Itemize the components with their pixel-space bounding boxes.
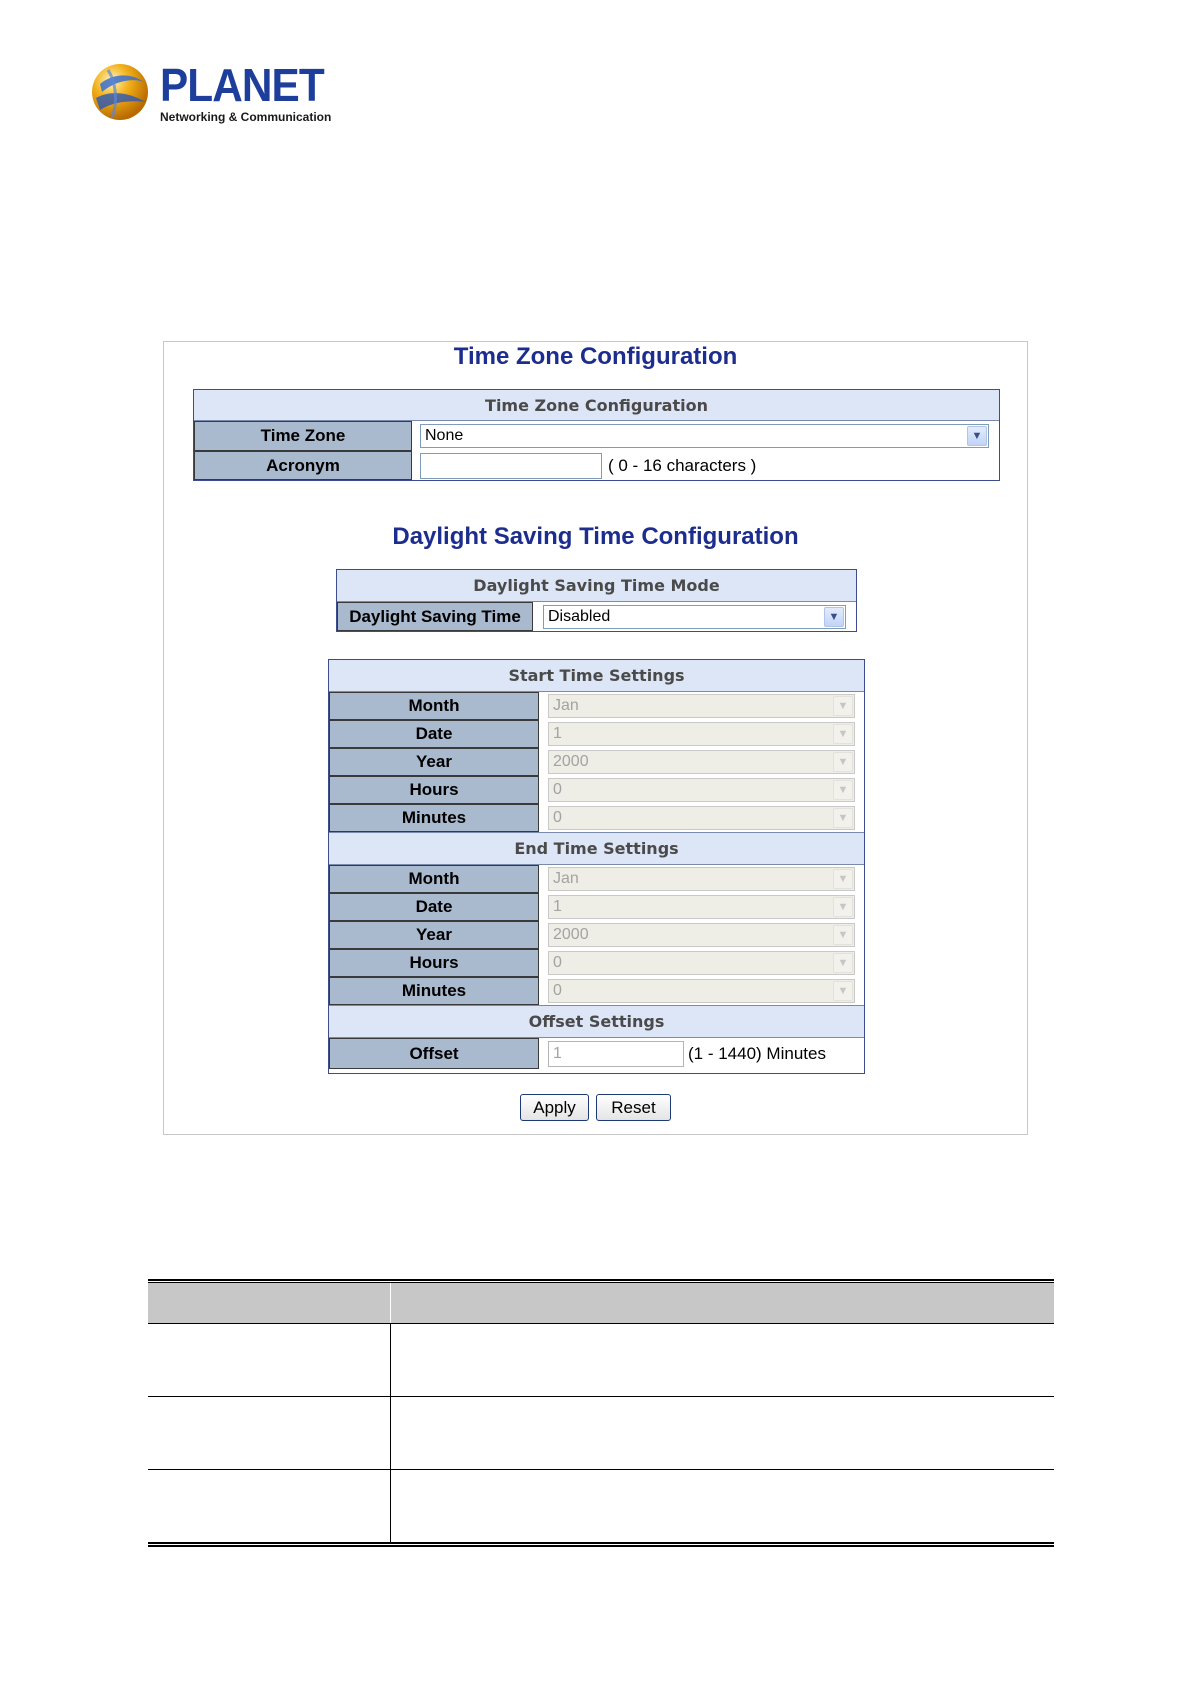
- acronym-row: [194, 451, 999, 480]
- dst-label: Daylight Saving Time: [337, 602, 533, 631]
- acronym-input[interactable]: [420, 453, 602, 479]
- table-cell: [148, 1470, 391, 1542]
- end-month-selected: Jan: [553, 870, 579, 887]
- chevron-down-icon[interactable]: ▼: [833, 981, 853, 1001]
- start-hours-select[interactable]: [548, 778, 855, 802]
- end-year-selected: 2000: [553, 926, 589, 943]
- start-year-value-cell: [539, 748, 864, 776]
- start-hours-value-cell: [539, 776, 864, 804]
- end-settings-header: End Time Settings: [329, 832, 864, 865]
- apply-button[interactable]: Apply: [520, 1094, 589, 1121]
- end-settings-rows: [329, 865, 864, 1005]
- config-panel: [163, 341, 1028, 1135]
- planet-logo: [90, 58, 340, 130]
- end-hours-label: Hours: [329, 949, 539, 977]
- end-year-value-cell: [539, 921, 864, 949]
- dst-selected: Disabled: [548, 607, 611, 625]
- start-row-hours: [329, 776, 864, 804]
- chevron-down-icon[interactable]: ▼: [967, 426, 987, 446]
- end-row-hours: [329, 949, 864, 977]
- start-year-label: Year: [329, 748, 539, 776]
- acronym-value-cell: [412, 451, 999, 480]
- chevron-down-icon[interactable]: ▼: [833, 752, 853, 772]
- table-cell: [391, 1470, 1054, 1542]
- start-minutes-select[interactable]: [548, 806, 855, 830]
- logo-tagline: Networking & Communication: [160, 110, 332, 124]
- timezone-value-cell: [412, 421, 999, 451]
- logo-wordmark: PLANET: [160, 59, 324, 111]
- start-row-date: [329, 720, 864, 748]
- dst-mode-table: [336, 569, 857, 632]
- chevron-down-icon[interactable]: ▼: [833, 808, 853, 828]
- start-date-selected: 1: [553, 725, 562, 742]
- header-cell-description: [391, 1283, 1054, 1323]
- start-hours-selected: 0: [553, 781, 562, 798]
- end-row-year: [329, 921, 864, 949]
- end-year-select[interactable]: [548, 923, 855, 947]
- start-row-month: [329, 692, 864, 720]
- timezone-label: Time Zone: [194, 421, 412, 451]
- table-cell: [148, 1324, 391, 1396]
- end-month-label: Month: [329, 865, 539, 893]
- dst-mode-header: Daylight Saving Time Mode: [337, 570, 856, 602]
- chevron-down-icon[interactable]: ▼: [833, 953, 853, 973]
- acronym-hint: ( 0 - 16 characters ): [608, 455, 757, 475]
- start-month-value-cell: [539, 692, 864, 720]
- chevron-down-icon[interactable]: ▼: [824, 607, 844, 627]
- table-row: [148, 1323, 1054, 1397]
- end-date-label: Date: [329, 893, 539, 921]
- start-year-select[interactable]: [548, 750, 855, 774]
- start-date-value-cell: [539, 720, 864, 748]
- dst-select[interactable]: [543, 605, 846, 629]
- dst-settings-table: [328, 659, 865, 1074]
- end-minutes-label: Minutes: [329, 977, 539, 1005]
- offset-label: Offset: [329, 1038, 539, 1069]
- timezone-row: [194, 421, 999, 451]
- table-cell: [391, 1397, 1054, 1469]
- chevron-down-icon[interactable]: ▼: [833, 869, 853, 889]
- table-row: [148, 1397, 1054, 1470]
- start-row-minutes: [329, 804, 864, 832]
- end-minutes-value-cell: [539, 977, 864, 1005]
- start-date-select[interactable]: [548, 722, 855, 746]
- end-date-selected: 1: [553, 898, 562, 915]
- chevron-down-icon[interactable]: ▼: [833, 724, 853, 744]
- start-date-label: Date: [329, 720, 539, 748]
- end-date-select[interactable]: [548, 895, 855, 919]
- header-cell-object: [148, 1283, 391, 1323]
- offset-settings-header: Offset Settings: [329, 1005, 864, 1038]
- start-month-select[interactable]: [548, 694, 855, 718]
- chevron-down-icon[interactable]: ▼: [833, 897, 853, 917]
- end-year-label: Year: [329, 921, 539, 949]
- table-header-row: [148, 1283, 1054, 1323]
- end-date-value-cell: [539, 893, 864, 921]
- end-month-select[interactable]: [548, 867, 855, 891]
- table-cell: [391, 1324, 1054, 1396]
- parameter-description-table: [148, 1279, 1054, 1547]
- offset-hint: (1 - 1440) Minutes: [688, 1043, 826, 1063]
- end-hours-value-cell: [539, 949, 864, 977]
- end-hours-selected: 0: [553, 954, 562, 971]
- offset-row: [329, 1038, 864, 1069]
- acronym-label: Acronym: [194, 451, 412, 480]
- start-minutes-label: Minutes: [329, 804, 539, 832]
- reset-button[interactable]: Reset: [596, 1094, 671, 1121]
- offset-value-cell: [539, 1038, 864, 1069]
- end-hours-select[interactable]: [548, 951, 855, 975]
- end-month-value-cell: [539, 865, 864, 893]
- chevron-down-icon[interactable]: ▼: [833, 696, 853, 716]
- dst-mode-row: [337, 602, 856, 631]
- table-row: [148, 1470, 1054, 1543]
- table-cell: [148, 1397, 391, 1469]
- start-row-year: [329, 748, 864, 776]
- chevron-down-icon[interactable]: ▼: [833, 780, 853, 800]
- timezone-config-table: [193, 389, 1000, 481]
- timezone-selected: None: [425, 427, 464, 444]
- chevron-down-icon[interactable]: ▼: [833, 925, 853, 945]
- page-title: Time Zone Configuration: [453, 343, 738, 370]
- start-hours-label: Hours: [329, 776, 539, 804]
- dst-value-cell: [533, 602, 856, 631]
- table-bottom-rule: [148, 1543, 1054, 1547]
- start-year-selected: 2000: [553, 753, 589, 770]
- timezone-table-header: Time Zone Configuration: [194, 390, 999, 421]
- offset-input[interactable]: 1: [548, 1041, 684, 1067]
- start-minutes-selected: 0: [553, 809, 562, 826]
- dst-title: Daylight Saving Time Configuration: [392, 523, 799, 550]
- start-month-selected: Jan: [553, 697, 579, 714]
- end-minutes-select[interactable]: [548, 979, 855, 1003]
- start-settings-rows: [329, 692, 864, 832]
- start-settings-header: Start Time Settings: [329, 660, 864, 692]
- end-row-minutes: [329, 977, 864, 1005]
- timezone-select[interactable]: [420, 424, 989, 448]
- end-row-date: [329, 893, 864, 921]
- end-minutes-selected: 0: [553, 982, 562, 999]
- globe-logo-icon: [90, 62, 150, 122]
- end-row-month: [329, 865, 864, 893]
- start-minutes-value-cell: [539, 804, 864, 832]
- start-month-label: Month: [329, 692, 539, 720]
